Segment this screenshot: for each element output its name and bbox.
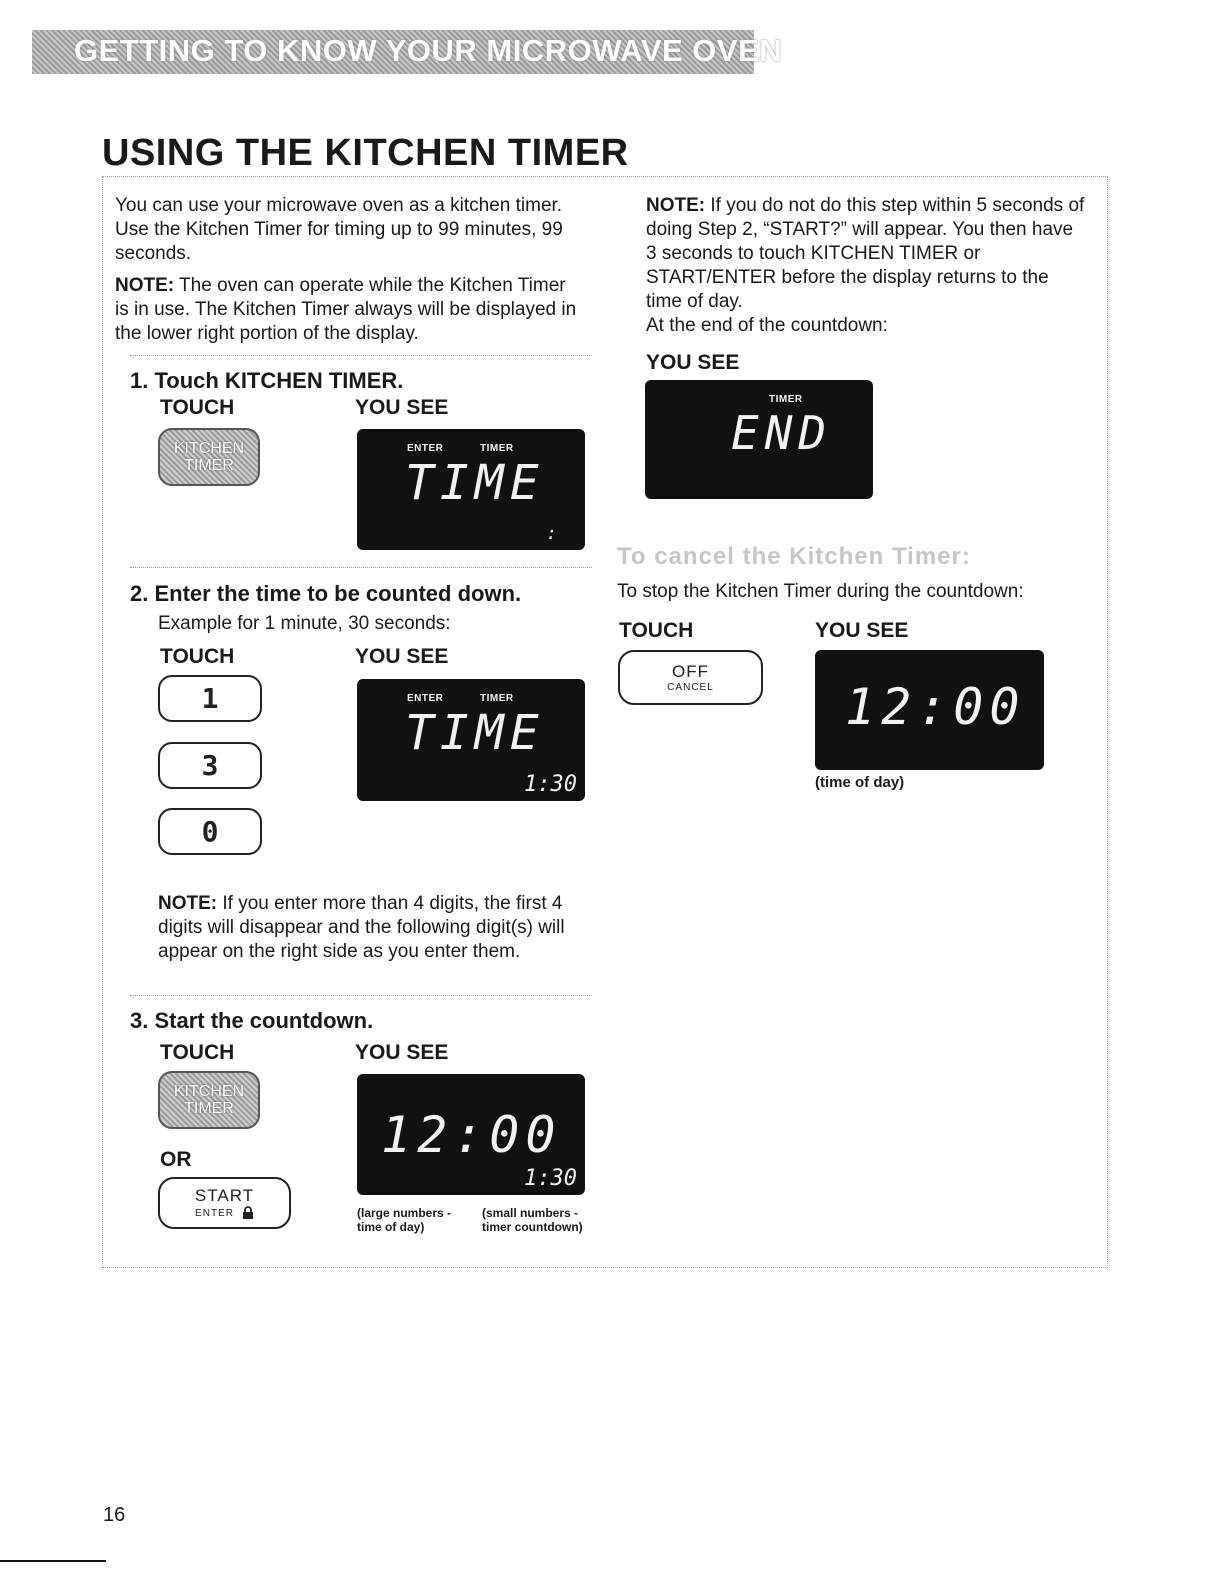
note-label: NOTE: [646, 195, 706, 216]
touch-label: TOUCH [160, 1041, 235, 1064]
enter-indicator: ENTER [407, 443, 444, 454]
footer-rule [0, 1560, 106, 1562]
step2-note [158, 892, 588, 964]
timer-indicator: TIMER [769, 394, 803, 405]
divider [130, 995, 592, 996]
banner-text: GETTING TO KNOW YOUR MICROWAVE OVEN [74, 33, 783, 68]
touch-label: TOUCH [160, 396, 235, 419]
you-see-label: YOU SEE [355, 645, 449, 668]
key-line2-group [195, 1206, 254, 1220]
key-digit: 1 [201, 682, 219, 715]
key-line1: KITCHEN [173, 1083, 245, 1100]
display-main: TIME [405, 705, 545, 761]
end-text: At the end of the countdown: [646, 315, 888, 336]
timer-indicator: TIMER [480, 693, 514, 704]
kitchen-timer-key[interactable] [158, 1071, 260, 1129]
display-time-of-day [815, 650, 1044, 770]
number-key-1[interactable] [158, 675, 262, 722]
divider [130, 567, 592, 568]
intro-note [115, 274, 580, 346]
key-line2: TIMER [184, 1100, 234, 1117]
touch-label: TOUCH [160, 645, 235, 668]
timer-indicator: TIMER [480, 443, 514, 454]
caption-large-numbers: (large numbers - time of day) [357, 1206, 452, 1234]
display-small: 1:30 [524, 772, 577, 797]
note-text: If you enter more than 4 digits, the first 4 digits will disappear and the following digit(s) will appear on the right side as you enter them. [158, 893, 565, 962]
display-end [645, 380, 873, 499]
key-line2: ENTER [195, 1207, 234, 1219]
you-see-label: YOU SEE [815, 619, 909, 642]
lock-icon [242, 1206, 254, 1220]
key-line1: KITCHEN [173, 440, 245, 457]
display-time [357, 429, 585, 550]
you-see-label: YOU SEE [355, 1041, 449, 1064]
note-label: NOTE: [115, 275, 175, 296]
step2-example: Example for 1 minute, 30 seconds: [158, 613, 451, 634]
display-main: TIME [405, 455, 545, 511]
key-line1: OFF [672, 662, 709, 681]
you-see-label: YOU SEE [646, 351, 740, 374]
you-see-label: YOU SEE [355, 396, 449, 419]
time-of-day-caption: (time of day) [815, 774, 905, 791]
note-label: NOTE: [158, 893, 218, 914]
display-main: END [731, 406, 833, 460]
note-text: If you do not do this step within 5 seconds of doing Step 2, “START?” will appear. You then have 3 seconds to touch KITCHEN TIMER or START/ENTER before the display returns to the time of day. [646, 195, 1085, 312]
touch-label: TOUCH [619, 619, 694, 642]
cancel-heading: To cancel the Kitchen Timer: [617, 543, 971, 570]
or-label: OR [160, 1148, 192, 1171]
step1-heading: 1. Touch KITCHEN TIMER. [130, 368, 404, 393]
key-digit: 0 [201, 815, 219, 848]
step2-heading: 2. Enter the time to be counted down. [130, 581, 522, 606]
key-line2: TIMER [184, 457, 234, 474]
number-key-0[interactable] [158, 808, 262, 855]
page-title: USING THE KITCHEN TIMER [102, 132, 629, 174]
key-line2: CANCEL [667, 682, 714, 693]
intro-paragraph: You can use your microwave oven as a kitchen timer. Use the Kitchen Timer for timing up to 99 minutes, 99 seconds. [115, 195, 563, 264]
caption-small-numbers: (small numbers - timer countdown) [482, 1206, 583, 1234]
key-line1: START [194, 1186, 255, 1205]
section-banner [32, 30, 783, 74]
display-countdown [357, 1074, 585, 1195]
display-main: 12:00 [845, 678, 1026, 736]
display-small: 1:30 [524, 1166, 577, 1191]
step3-heading: 3. Start the countdown. [130, 1008, 374, 1033]
number-key-3[interactable] [158, 742, 262, 789]
display-small: : [546, 523, 557, 544]
cancel-text: To stop the Kitchen Timer during the countdown: [617, 581, 1024, 602]
display-main: 12:00 [381, 1106, 562, 1164]
start-enter-key[interactable] [158, 1177, 291, 1229]
right-note [646, 194, 1086, 314]
page-number: 16 [103, 1504, 126, 1526]
divider [130, 355, 592, 356]
off-cancel-key[interactable] [618, 650, 763, 705]
note-text: The oven can operate while the Kitchen Timer is in use. The Kitchen Timer always will be displayed in the lower right portion of the display. [115, 275, 577, 344]
key-digit: 3 [201, 749, 219, 782]
enter-indicator: ENTER [407, 693, 444, 704]
display-time-entered [357, 679, 585, 801]
kitchen-timer-key[interactable] [158, 428, 260, 486]
